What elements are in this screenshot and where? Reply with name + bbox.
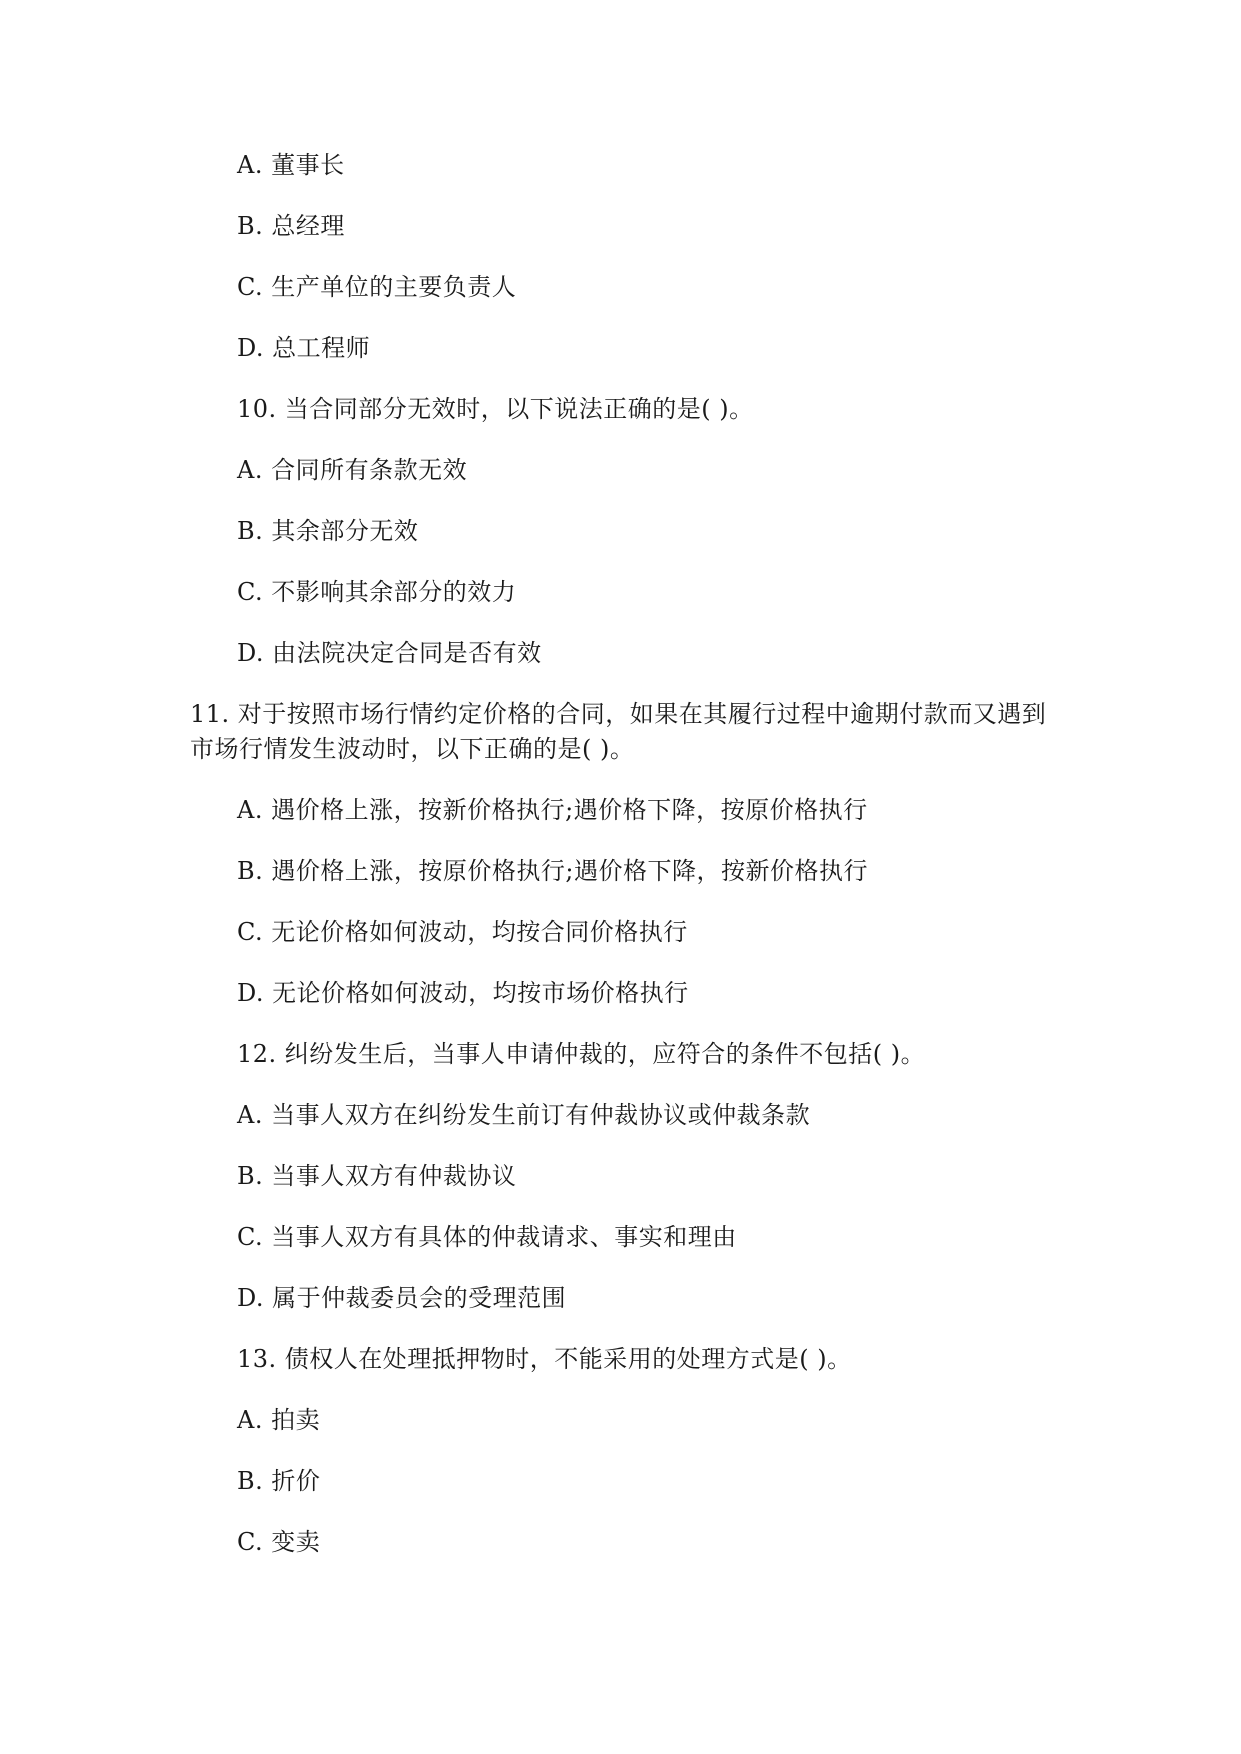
q9-option-b: B. 总经理 (237, 212, 345, 240)
q11-stem-line1: 11. 对于按照市场行情约定价格的合同，如果在其履行过程中逾期付款而又遇到 (190, 700, 1047, 728)
q12-stem: 12. 纠纷发生后，当事人申请仲裁的，应符合的条件不包括( )。 (237, 1040, 926, 1068)
q10-option-d: D. 由法院决定合同是否有效 (237, 639, 542, 667)
q9-option-a: A. 董事长 (237, 151, 345, 179)
q10-stem: 10. 当合同部分无效时，以下说法正确的是( )。 (237, 395, 754, 423)
q9-option-c: C. 生产单位的主要负责人 (237, 273, 517, 301)
q11-option-a: A. 遇价格上涨，按新价格执行;遇价格下降，按原价格执行 (237, 796, 868, 824)
q10-option-a: A. 合同所有条款无效 (237, 456, 468, 484)
q10-option-b: B. 其余部分无效 (237, 517, 419, 545)
q12-option-d: D. 属于仲裁委员会的受理范围 (237, 1284, 567, 1312)
q13-stem: 13. 债权人在处理抵押物时，不能采用的处理方式是( )。 (237, 1345, 852, 1373)
q13-option-c: C. 变卖 (237, 1528, 321, 1556)
q12-option-b: B. 当事人双方有仲裁协议 (237, 1162, 517, 1190)
q11-option-c: C. 无论价格如何波动，均按合同价格执行 (237, 918, 688, 946)
q13-option-b: B. 折价 (237, 1467, 321, 1495)
q11-stem-line2: 市场行情发生波动时，以下正确的是( )。 (190, 735, 635, 763)
q10-option-c: C. 不影响其余部分的效力 (237, 578, 517, 606)
q11-option-b: B. 遇价格上涨，按原价格执行;遇价格下降，按新价格执行 (237, 857, 868, 885)
q12-option-c: C. 当事人双方有具体的仲裁请求、事实和理由 (237, 1223, 737, 1251)
q12-option-a: A. 当事人双方在纠纷发生前订有仲裁协议或仲裁条款 (237, 1101, 811, 1129)
q13-option-a: A. 拍卖 (237, 1406, 321, 1434)
q11-option-d: D. 无论价格如何波动，均按市场价格执行 (237, 979, 689, 1007)
q9-option-d: D. 总工程师 (237, 334, 371, 362)
